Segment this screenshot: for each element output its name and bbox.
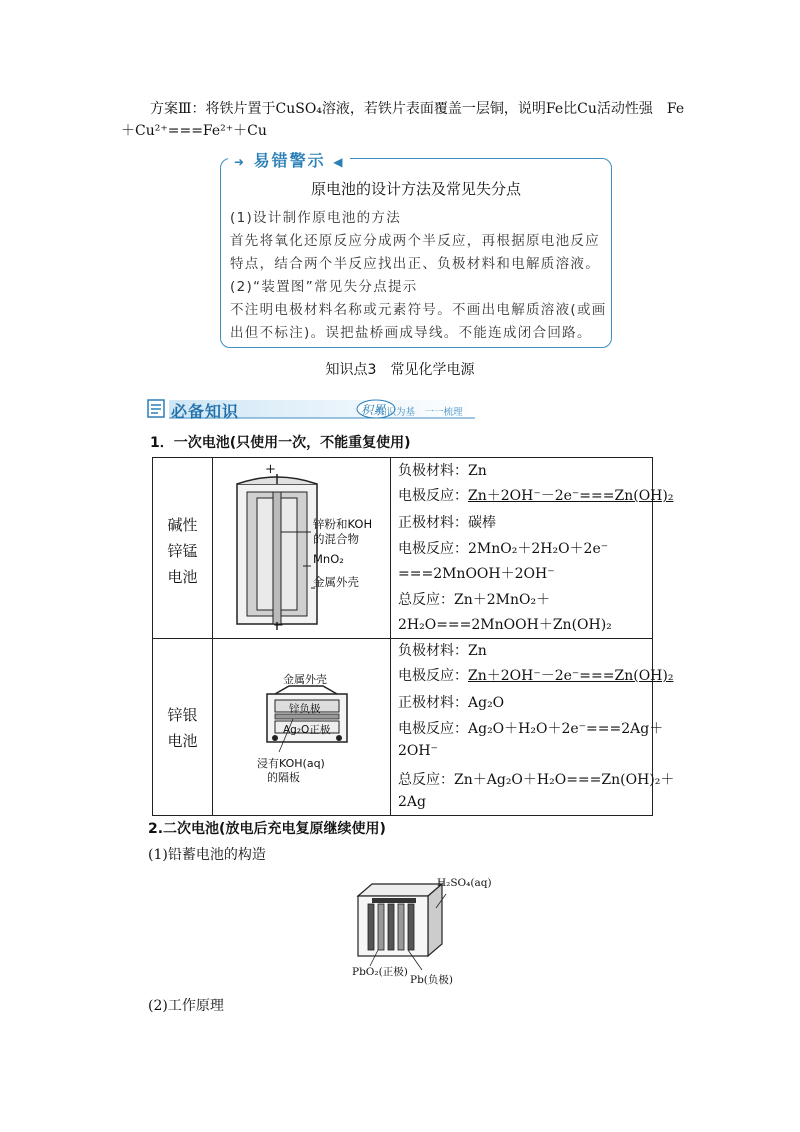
- diagram-label: 的混合物: [313, 532, 359, 546]
- sub-heading-structure: (1)铅蓄电池的构造: [148, 847, 266, 863]
- reaction-label: 电极反应：: [398, 668, 468, 684]
- row-text: 2H₂O===2MnOOH＋Zn(OH)₂: [398, 617, 612, 633]
- diagram-label: 金属外壳: [313, 575, 359, 589]
- lead-diagram-label: Pb(负极): [410, 974, 453, 986]
- row-text: 总反应：Zn＋2MnO₂＋: [398, 592, 551, 608]
- reaction-formula: Zn＋2OH⁻－2e⁻===Zn(OH)₂: [468, 488, 674, 504]
- battery-name-line: 电池: [167, 732, 198, 750]
- row-text-negative-reaction: [398, 665, 673, 685]
- banner-right-text: 知识为基 一一梳理: [377, 407, 463, 418]
- lead-acid-battery-diagram: [352, 878, 462, 973]
- banner-badge: 积累: [361, 403, 386, 417]
- warning-title: 原电池的设计方法及常见失分点: [310, 180, 521, 198]
- row-text: 电极反应：2MnO₂＋2H₂O＋2e⁻: [398, 541, 609, 557]
- knowledge-banner: [145, 397, 475, 421]
- diagram-label: 锌粉和KOH: [313, 517, 373, 531]
- row-text: 负极材料：Zn: [398, 463, 487, 479]
- diagram-label: 浸有KOH(aq): [257, 757, 325, 770]
- item1-heading: 1．一次电池(只使用一次，不能重复使用): [150, 435, 411, 451]
- row-text-negative-reaction: [398, 485, 673, 505]
- battery-name-line: 电池: [167, 568, 198, 586]
- diagram-label: 金属外壳: [283, 673, 327, 686]
- battery-name-silver-zinc: [153, 702, 212, 754]
- row-text: 2OH⁻: [398, 743, 438, 759]
- battery-table: [152, 457, 675, 816]
- reaction-formula: Zn＋2OH⁻－2e⁻===Zn(OH)₂: [468, 668, 674, 684]
- row-text: 电极反应：Ag₂O＋H₂O＋2e⁻===2Ag＋: [398, 721, 664, 737]
- diagram-label-plus: +: [265, 462, 276, 477]
- table-divider: [212, 458, 213, 815]
- item2-heading: 2.二次电池(放电后充电复原继续使用): [148, 821, 386, 837]
- battery-name-line: 锌锰: [167, 542, 198, 560]
- warning-line: 出但不标注)。误把盐桥画成导线。不能连成闭合回路。: [230, 325, 592, 341]
- row-text: 正极材料：碳棒: [398, 515, 496, 531]
- row-text: 总反应：Zn＋Ag₂O＋H₂O===Zn(OH)₂＋: [398, 772, 675, 788]
- alkaline-battery-diagram: [215, 462, 387, 634]
- intro-line-1: 方案Ⅲ：将铁片置于CuSO₄溶液，若铁片表面覆盖一层铜，说明Fe比Cu活动性强 Fe: [150, 101, 685, 117]
- warning-line: (2)“装置图”常见失分点提示: [230, 279, 418, 295]
- banner-label: 必备知识: [171, 402, 240, 421]
- section-title: 知识点3 常见化学电源: [325, 362, 475, 378]
- warning-line: (1)设计制作原电池的方法: [230, 210, 402, 226]
- row-text: 负极材料：Zn: [398, 643, 487, 659]
- diagram-label: 的隔板: [267, 771, 300, 784]
- warning-line: 首先将氧化还原反应分成两个半反应，再根据原电池反应: [230, 233, 600, 249]
- row-text: 正极材料：Ag₂O: [398, 695, 505, 711]
- table-row-divider: [153, 638, 652, 639]
- lead-diagram-label: PbO₂(正极): [352, 966, 408, 978]
- intro-line-2: ＋Cu²⁺===Fe²⁺＋Cu: [121, 123, 267, 139]
- battery-name-line: 锌银: [167, 706, 198, 724]
- diagram-label-minus: −: [273, 618, 284, 633]
- sub-heading-principle: (2)工作原理: [148, 998, 224, 1014]
- warning-arrow-back-icon: ◀: [333, 155, 345, 169]
- row-text: 2Ag: [398, 794, 426, 810]
- battery-name-line: 碱性: [167, 516, 198, 534]
- diagram-label: 锌负极: [289, 703, 321, 715]
- row-text: ===2MnOOH＋2OH⁻: [398, 566, 555, 582]
- reaction-label: 电极反应：: [398, 488, 468, 504]
- lead-diagram-label: H₂SO₄(aq): [437, 877, 492, 889]
- table-divider: [390, 458, 391, 815]
- warning-tab: [228, 148, 350, 171]
- warning-line: 特点，结合两个半反应找出正、负极材料和电解质溶液。: [230, 256, 600, 272]
- battery-name-alkaline: [153, 512, 212, 590]
- warning-arrow-icon: ➜: [234, 155, 247, 169]
- warning-line: 不注明电极材料名称或元素符号。不画出电解质溶液(或画: [230, 302, 607, 318]
- warning-tab-label: 易错警示: [253, 151, 326, 170]
- diagram-label: Ag₂O正极: [283, 724, 331, 736]
- diagram-label: MnO₂: [313, 552, 344, 566]
